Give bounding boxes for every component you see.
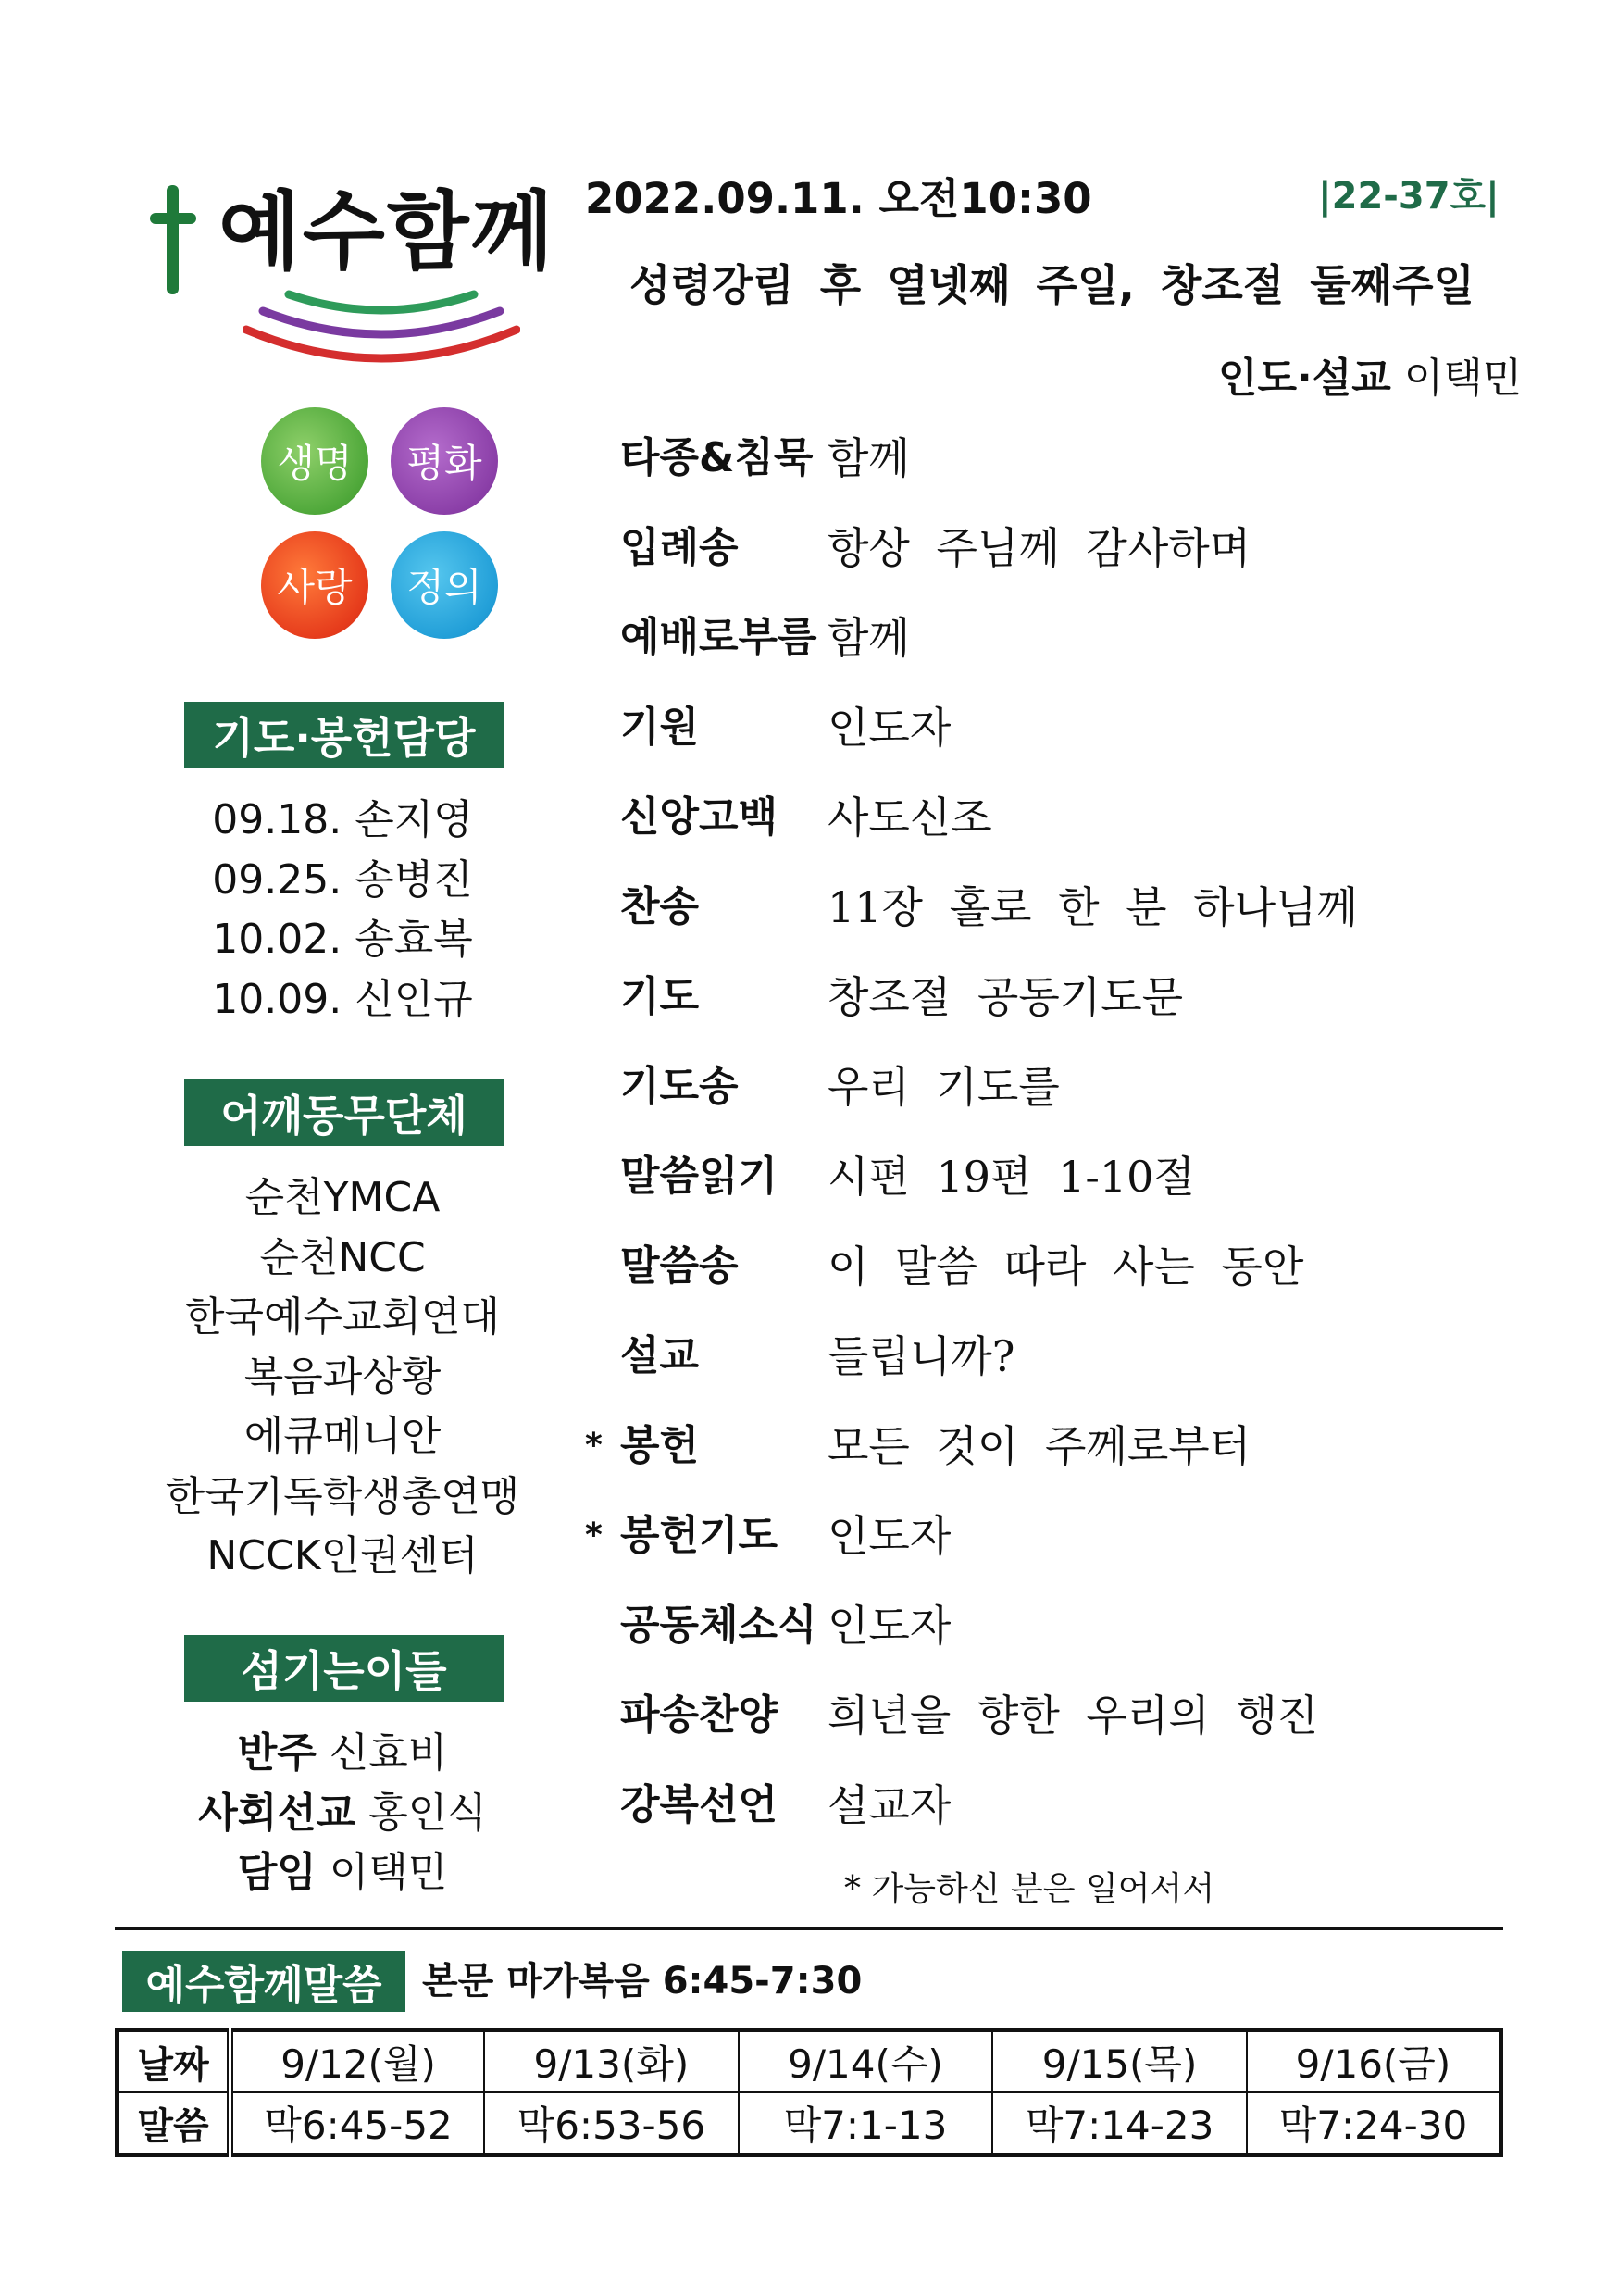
value-life-badge: 생명 <box>261 407 368 515</box>
date-header: 날짜 <box>118 2030 230 2093</box>
servants-title: 섬기는이들 <box>184 1635 504 1702</box>
cross-icon <box>150 185 196 294</box>
table-cell: 막6:45-52 <box>230 2092 485 2155</box>
list-item: 순천YMCA <box>244 1174 441 1221</box>
passage-header: 말씀 <box>118 2092 230 2155</box>
leader-line: 인도·설교 이택민 <box>1218 355 1523 402</box>
list-item: 순천NCC <box>259 1233 426 1281</box>
list-item: 10.02. 송효복 <box>212 916 473 963</box>
service-date: 2022.09.11. 오전10:30 <box>585 174 1092 223</box>
table-cell: 9/14(수) <box>739 2030 993 2093</box>
bible-reading-title: 예수함께말씀 <box>122 1951 405 2012</box>
prayer-offering-list <box>139 791 546 1029</box>
table-row <box>118 2030 1501 2093</box>
table-row <box>118 2092 1501 2155</box>
list-item: 09.25. 송병진 <box>212 855 473 904</box>
worship-row: 예배로부름 함께 <box>620 613 910 663</box>
partners-list <box>139 1168 546 1587</box>
value-peace-badge: 평화 <box>391 407 498 515</box>
worship-row: 찬송 11장 홀로 한 분 하나님께 <box>620 882 1358 932</box>
prayer-offering-title: 기도·봉헌담당 <box>184 702 504 768</box>
standing-note: * 가능하신 분은 일어서서 <box>844 1870 1215 1908</box>
table-cell: 막7:24-30 <box>1247 2092 1501 2155</box>
list-item: 한국예수교회연대 <box>184 1293 501 1341</box>
table-cell: 막6:53-56 <box>484 2092 739 2155</box>
list-item: 사회선교 홍인식 <box>198 1789 487 1837</box>
worship-row: 설교 들립니까? <box>620 1331 1015 1381</box>
worship-row: * 봉헌 모든 것이 주께로부터 <box>585 1421 1251 1471</box>
worship-row: 입례송 항상 주님께 감사하며 <box>620 523 1251 573</box>
partners-title: 어깨동무단체 <box>184 1079 504 1146</box>
worship-row: 기도 창조절 공동기도문 <box>620 972 1184 1022</box>
bible-reading-text: 본문 마가복음 6:45-7:30 <box>422 1960 863 2003</box>
list-item: NCCK인권센터 <box>206 1532 479 1579</box>
worship-row: 말씀읽기 시편 19편 1-10절 <box>620 1152 1195 1202</box>
rainbow-arcs-icon <box>243 287 520 368</box>
table-cell: 9/16(금) <box>1247 2030 1501 2093</box>
service-subtitle: 성령강림 후 열넷째 주일, 창조절 둘째주일 <box>629 260 1475 310</box>
issue-number: |22-37호| <box>1318 175 1500 218</box>
list-item: 에큐메니안 <box>243 1413 442 1460</box>
table-cell: 막7:1-13 <box>739 2092 993 2155</box>
worship-row: 신앙고백 사도신조 <box>620 792 992 842</box>
list-item: 한국기독학생총연맹 <box>165 1472 520 1520</box>
table-cell: 9/15(목) <box>992 2030 1247 2093</box>
worship-row: * 봉헌기도 인도자 <box>585 1511 952 1561</box>
table-cell: 막7:14-23 <box>992 2092 1247 2155</box>
worship-row: 공동체소식 인도자 <box>620 1601 952 1651</box>
worship-row: 강복선언 설교자 <box>620 1780 952 1830</box>
worship-row: 기원 인도자 <box>620 703 952 753</box>
divider <box>115 1927 1503 1930</box>
worship-row: 타종&침묵 함께 <box>620 433 910 483</box>
reading-schedule-table <box>115 2028 1503 2157</box>
value-justice-badge: 정의 <box>391 531 498 639</box>
list-item: 10.09. 신인규 <box>212 975 473 1023</box>
logo-title: 예수함께 <box>218 182 555 281</box>
worship-row: 기도송 우리 기도를 <box>620 1062 1060 1112</box>
servants-list <box>139 1724 546 1903</box>
list-item: 담임 이택민 <box>237 1849 448 1896</box>
list-item: 09.18. 손지영 <box>212 796 473 843</box>
value-love-badge: 사랑 <box>261 531 368 639</box>
list-item: 반주 신효비 <box>237 1729 448 1777</box>
table-cell: 9/12(월) <box>230 2030 485 2093</box>
worship-row: 말씀송 이 말씀 따라 사는 동안 <box>620 1242 1304 1292</box>
table-cell: 9/13(화) <box>484 2030 739 2093</box>
worship-row: 파송찬양 희년을 향한 우리의 행진 <box>620 1691 1319 1741</box>
order-of-worship <box>585 428 1538 1865</box>
list-item: 복음과상황 <box>243 1353 442 1401</box>
